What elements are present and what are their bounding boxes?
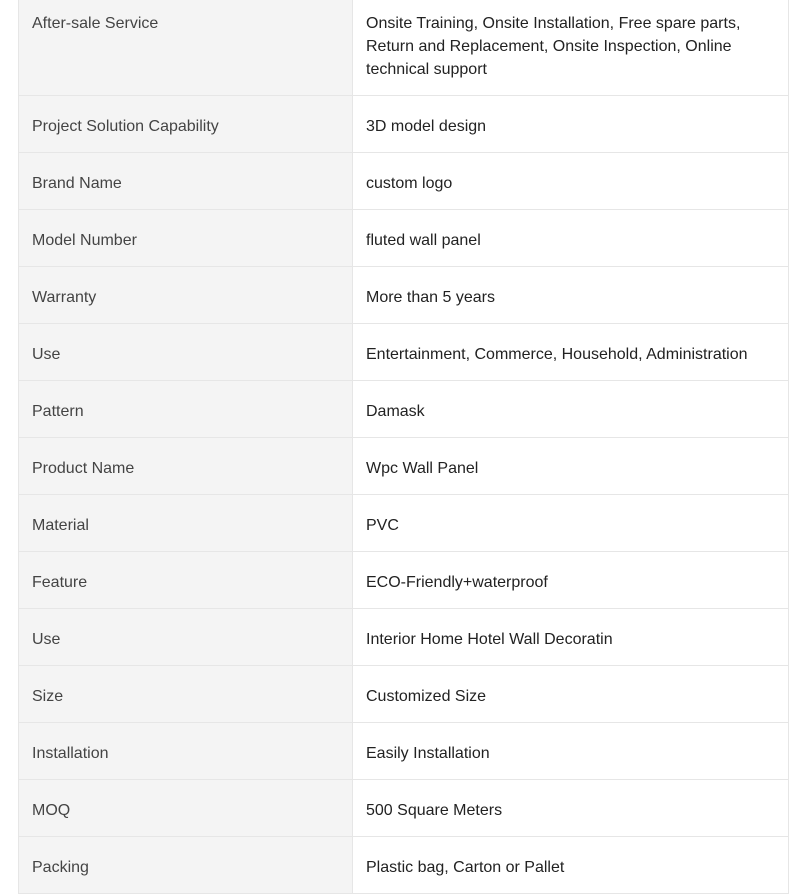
table-row [19,552,789,609]
table-row [19,96,789,153]
spec-value: Interior Home Hotel Wall Decoratin [353,609,789,666]
table-row [19,381,789,438]
spec-value: More than 5 years [353,267,789,324]
spec-value: Easily Installation [353,723,789,780]
spec-value: 500 Square Meters [353,780,789,837]
specification-table [18,0,789,894]
spec-label: Product Name [19,438,353,495]
spec-label: MOQ [19,780,353,837]
spec-label: Brand Name [19,153,353,210]
spec-value: ECO-Friendly+waterproof [353,552,789,609]
spec-value: Damask [353,381,789,438]
spec-label: Size [19,666,353,723]
spec-label: Installation [19,723,353,780]
spec-label: Model Number [19,210,353,267]
table-row [19,324,789,381]
spec-label: Pattern [19,381,353,438]
table-row [19,837,789,894]
spec-label: Project Solution Capability [19,96,353,153]
spec-value: Onsite Training, Onsite Installation, Free spare parts, Return and Replacement, Onsite Inspection, Online technical support [353,0,789,96]
spec-value: Wpc Wall Panel [353,438,789,495]
spec-value: Plastic bag, Carton or Pallet [353,837,789,894]
spec-value: PVC [353,495,789,552]
spec-label: Use [19,324,353,381]
spec-value: Entertainment, Commerce, Household, Administration [353,324,789,381]
table-row [19,210,789,267]
spec-value: fluted wall panel [353,210,789,267]
table-row [19,438,789,495]
spec-label: Feature [19,552,353,609]
spec-value: Customized Size [353,666,789,723]
table-row [19,0,789,96]
table-row [19,495,789,552]
table-row [19,723,789,780]
spec-value: custom logo [353,153,789,210]
spec-label: Packing [19,837,353,894]
table-row [19,153,789,210]
spec-label: Warranty [19,267,353,324]
spec-label: After-sale Service [19,0,353,96]
spec-value: 3D model design [353,96,789,153]
product-specification-section [18,0,789,894]
spec-label: Material [19,495,353,552]
table-row [19,666,789,723]
table-row [19,267,789,324]
spec-label: Use [19,609,353,666]
table-row [19,780,789,837]
table-row [19,609,789,666]
